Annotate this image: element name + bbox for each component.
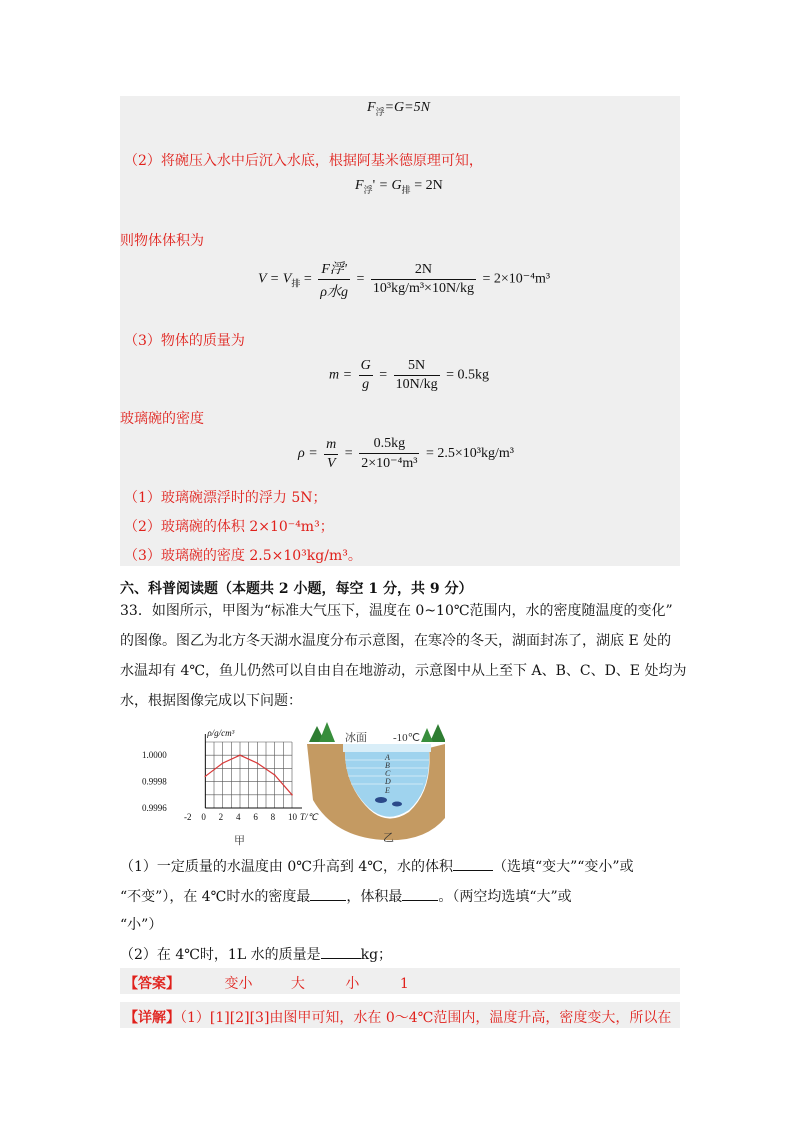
- q33-line-3: 水温却有 4℃，鱼儿仍然可以自由自在地游动，示意图中从上至下 A、B、C、D、E 处均为: [120, 663, 687, 679]
- part3-intro: （3）物体的质量为: [124, 333, 245, 349]
- section-heading: 六、科普阅读题（本题共 2 小题，每空 1 分，共 9 分）: [120, 581, 473, 597]
- formula-density: ρ = $\frac{m}{V}$ = $\frac{0.5kg}{\text{2×10⁻⁴m³}}$ = 2.5×10³kg/m³: [298, 436, 514, 471]
- q33-line-4: 水，根据图像完成以下问题：: [120, 693, 302, 709]
- formula-buoyancy-sunk: $F_浮' = G_排 = 2N$: [355, 178, 443, 195]
- data-point: [274, 774, 276, 776]
- x-tick-label: 2: [218, 812, 224, 822]
- q1-line-2: “不变”），在 4℃时水的密度最 ，体积最 。（两空均选填“大”或: [120, 889, 572, 905]
- data-point: [205, 776, 207, 778]
- tree-icon: [430, 724, 445, 742]
- data-point: [291, 794, 293, 796]
- formula-volume: $V = V_排$ = $\frac{\text{F浮'}}{\text{ρ水g}}$ = $\frac{2N}{\text{10³kg/m³×10N/kg}}$ = 2×10⁻⁴m³: [258, 258, 550, 301]
- part2-intro: （2）将碗压入水中后沉入水底，根据阿基米德原理可知，: [124, 153, 483, 169]
- layer-label-e: E: [385, 786, 390, 795]
- tree-icon: [421, 728, 433, 742]
- fish-icon: [392, 802, 402, 807]
- blank-volume-extreme[interactable]: [402, 888, 438, 901]
- x-tick-label: 10: [288, 812, 297, 822]
- ice-layer: [343, 744, 431, 752]
- y-tick-label: 0.9996: [142, 803, 167, 813]
- layer-label-b: B: [385, 761, 390, 770]
- data-point: [239, 754, 241, 756]
- q33-line-1: 33．如图所示，甲图为“标准大气压下，温度在 0~10℃范围内，水的密度随温度的变化”: [120, 603, 673, 619]
- x-tick-label: 8: [270, 812, 276, 822]
- q1-line-3: “小”）: [120, 917, 163, 933]
- lake-diagram: [305, 720, 445, 845]
- temp-label: -10℃: [393, 732, 421, 744]
- y-axis-label: ρ/g/cm³: [207, 728, 235, 738]
- q1-line-1: （1）一定质量的水温度由 0℃升高到 4℃，水的体积 （选填“变大”“变小”或: [120, 859, 634, 875]
- density-intro: 玻璃碗的密度: [120, 411, 204, 427]
- fish-icon: [375, 797, 387, 803]
- x-tick-label: 6: [253, 812, 258, 822]
- ice-label: 冰面: [345, 732, 367, 744]
- tree-icon: [319, 722, 335, 742]
- x-tick-label: -2: [184, 812, 192, 822]
- blank-volume[interactable]: [453, 858, 493, 871]
- answer-line-2: （2）玻璃碗的体积 2×10⁻⁴m³；: [124, 519, 334, 535]
- figure-caption-jia: 甲: [234, 835, 245, 847]
- answer-row: 【答案】 变小 大 小 1: [124, 976, 409, 992]
- blank-density[interactable]: [310, 888, 346, 901]
- y-tick-label: 1.0000: [142, 750, 167, 761]
- layer-label-a: A: [385, 753, 390, 762]
- formula-buoyancy-float: $F_浮=G=5N$: [367, 100, 430, 117]
- q2-line: （2）在 4℃时，1L 水的质量是 kg；: [120, 947, 393, 963]
- detail-row: 【详解】（1）[1][2][3]由图甲可知，水在 0～4℃范围内，温度升高，密度变大，所以在: [124, 1010, 672, 1026]
- blank-mass[interactable]: [321, 946, 361, 959]
- data-point: [257, 762, 259, 764]
- x-tick-label: 0: [201, 812, 206, 822]
- layer-label-c: C: [385, 769, 391, 778]
- layer-label-d: D: [385, 777, 391, 786]
- volume-intro: 则物体体积为: [120, 233, 204, 249]
- y-tick-label: 0.9998: [142, 776, 167, 787]
- figure-caption-yi: 乙: [383, 832, 394, 844]
- data-point: [222, 762, 224, 764]
- answer-line-3: （3）玻璃碗的密度 2.5×10³kg/m³。: [124, 548, 362, 564]
- x-tick-label: 4: [236, 812, 241, 822]
- q33-line-2: 的图像。图乙为北方冬天湖水温度分布示意图，在寒冷的冬天，湖面封冻了，湖底 E 处的: [120, 633, 672, 649]
- x-axis-label: T/℃: [300, 812, 318, 822]
- answer-line-1: （1）玻璃碗漂浮时的浮力 5N；: [124, 490, 327, 506]
- formula-mass: m = $\frac{G}{g}$ = $\frac{5N}{10N/kg}$ = 0.5kg: [329, 358, 489, 392]
